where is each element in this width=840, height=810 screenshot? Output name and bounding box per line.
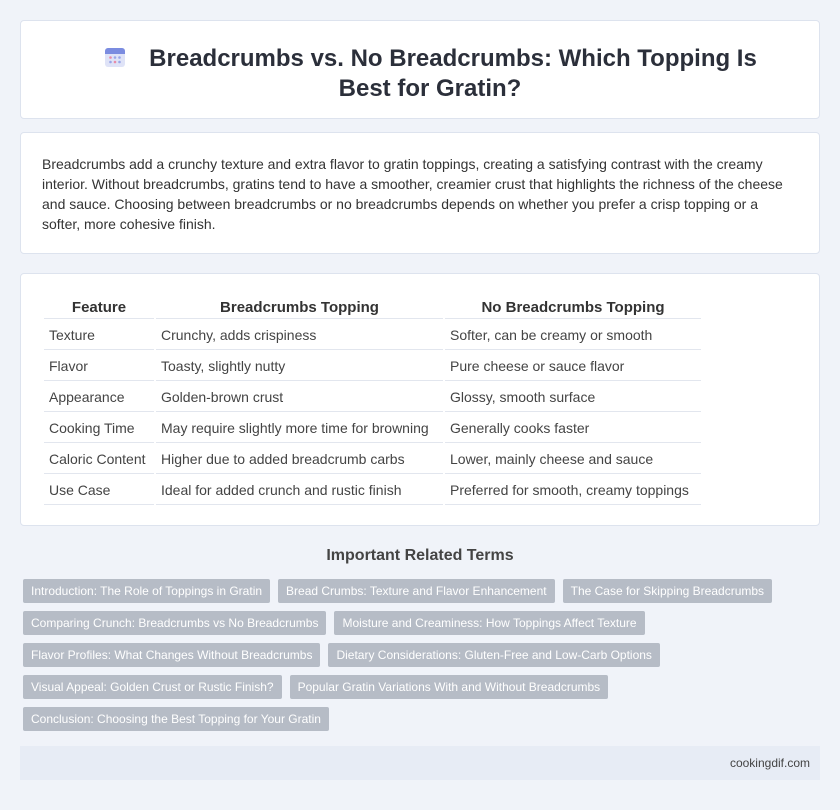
related-term-tag[interactable]: Flavor Profiles: What Changes Without Breadcrumbs (23, 643, 320, 667)
table-cell: Lower, mainly cheese and sauce (445, 445, 701, 474)
table-row (44, 352, 701, 381)
page-title (81, 44, 779, 104)
comparison-card (20, 273, 820, 526)
column-header-no-breadcrumbs: No Breadcrumbs Topping (445, 297, 701, 319)
table-cell: Glossy, smooth surface (445, 383, 701, 412)
footer (20, 746, 820, 780)
table-row (44, 414, 701, 443)
table-cell: Softer, can be creamy or smooth (445, 321, 701, 350)
table-cell: Cooking Time (44, 414, 154, 443)
related-term-tag[interactable]: Popular Gratin Variations With and Without Breadcrumbs (290, 675, 609, 699)
table-cell: Texture (44, 321, 154, 350)
table-cell: May require slightly more time for browning (156, 414, 443, 443)
page-title-text: Breadcrumbs vs. No Breadcrumbs: Which Topping Is Best for Gratin? (149, 45, 757, 102)
column-header-breadcrumbs: Breadcrumbs Topping (156, 297, 443, 319)
related-term-tag[interactable]: Introduction: The Role of Toppings in Gratin (23, 579, 270, 603)
table-cell: Use Case (44, 476, 154, 505)
table-cell: Ideal for added crunch and rustic finish (156, 476, 443, 505)
footer-site-link[interactable]: cookingdif.com (729, 756, 810, 770)
table-cell: Generally cooks faster (445, 414, 701, 443)
table-row (44, 383, 701, 412)
related-term-tag[interactable]: The Case for Skipping Breadcrumbs (563, 579, 772, 603)
related-term-tag[interactable]: Conclusion: Choosing the Best Topping for Your Gratin (23, 707, 329, 731)
related-term-tag[interactable]: Moisture and Creaminess: How Toppings Affect Texture (334, 611, 644, 635)
related-terms-list (23, 579, 783, 731)
table-header-row (44, 297, 701, 319)
table-cell: Flavor (44, 352, 154, 381)
related-term-tag[interactable]: Bread Crumbs: Texture and Flavor Enhancement (278, 579, 555, 603)
table-cell: Higher due to added breadcrumb carbs (156, 445, 443, 474)
column-header-feature: Feature (44, 297, 154, 319)
related-term-tag[interactable]: Comparing Crunch: Breadcrumbs vs No Breadcrumbs (23, 611, 326, 635)
table-row (44, 445, 701, 474)
intro-card (20, 132, 820, 254)
table-cell: Toasty, slightly nutty (156, 352, 443, 381)
calendar-icon (103, 45, 127, 69)
related-term-tag[interactable]: Dietary Considerations: Gluten-Free and Low-Carb Options (328, 643, 659, 667)
table-cell: Preferred for smooth, creamy toppings (445, 476, 701, 505)
table-cell: Appearance (44, 383, 154, 412)
table-row (44, 476, 701, 505)
table-row (44, 321, 701, 350)
table-cell: Pure cheese or sauce flavor (445, 352, 701, 381)
table-cell: Crunchy, adds crispiness (156, 321, 443, 350)
related-terms-title: Important Related Terms (326, 547, 514, 564)
table-cell: Caloric Content (44, 445, 154, 474)
table-cell: Golden-brown crust (156, 383, 443, 412)
comparison-table (42, 295, 703, 507)
related-term-tag[interactable]: Visual Appeal: Golden Crust or Rustic Finish? (23, 675, 282, 699)
header-card (20, 20, 820, 119)
intro-paragraph: Breadcrumbs add a crunchy texture and extra flavor to gratin toppings, creating a satisfying contrast with the creamy interior. Without breadcrumbs, gratins tend to have a smoother, creamier crust that highlights the richness of the cheese and sauce. Choosing between breadcrumbs or no breadcrumbs depends on whether you prefer a crisp topping or a softer, more cohesive finish. (42, 156, 783, 232)
